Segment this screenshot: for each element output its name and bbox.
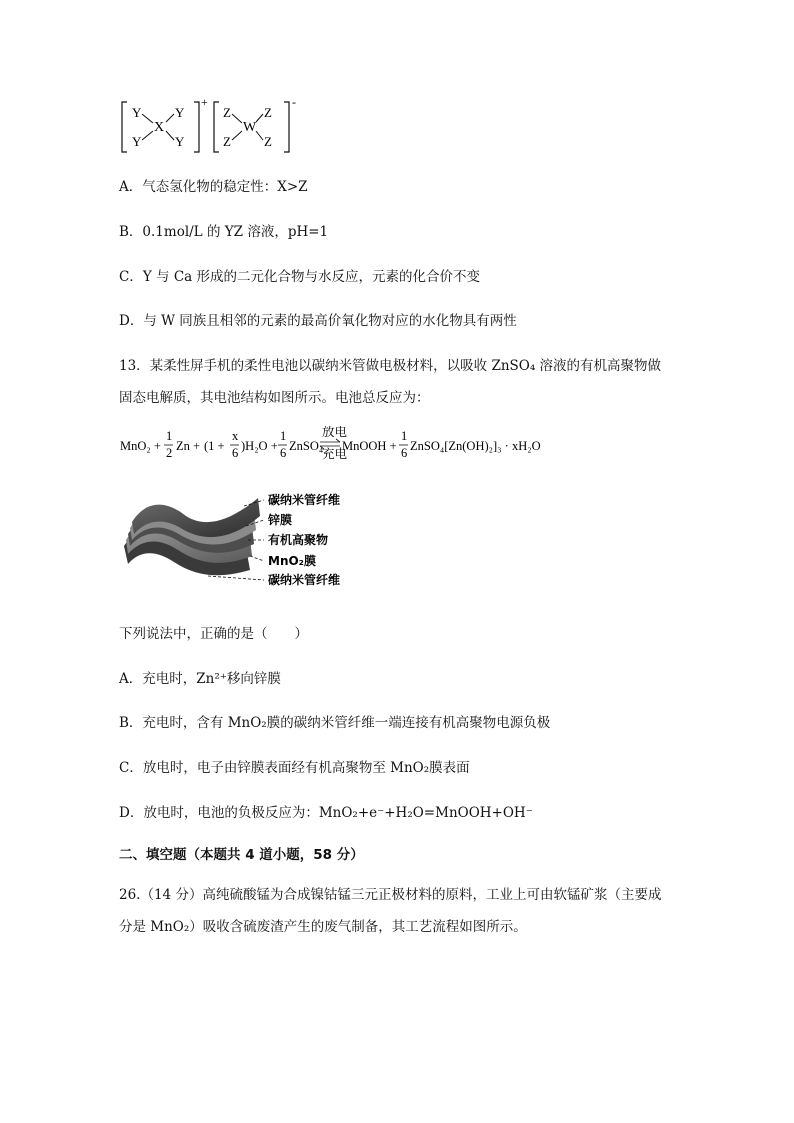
bond — [166, 114, 174, 122]
q13-stem-line2: 固态电解质，其电池结构如图所示。电池总反应为： — [119, 390, 430, 406]
eq-fraction-den: 6 — [232, 446, 239, 460]
eq-fraction-den: 6 — [401, 446, 408, 460]
cation-ligand: Y — [132, 134, 142, 149]
q13-option-d: D．放电时，电池的负极反应为：MnO₂+e⁻+H₂O=MnOOH+OH⁻ — [119, 805, 533, 821]
q12-option-d: D．与 W 同族且相邻的元素的最高价氧化物对应的水化物具有两性 — [119, 313, 517, 329]
eq-term: ZnSO₄ — [289, 439, 324, 453]
flexible-battery-figure — [118, 484, 378, 594]
figure-label-polymer: 有机高聚物 — [268, 533, 329, 547]
eq-fraction-num: 1 — [166, 429, 173, 443]
eq-term: ZnSO₄[Zn(OH)₂]₃ · xH₂O — [410, 439, 541, 453]
bond — [142, 114, 153, 123]
bond — [232, 131, 242, 140]
anion-ligand: Z — [223, 105, 231, 120]
eq-fraction-num: x — [232, 429, 239, 443]
eq-fraction-num: 1 — [280, 429, 287, 443]
anion-center: W — [243, 120, 257, 135]
figure-label-zinc: 锌膜 — [268, 513, 293, 527]
anion-charge: - — [292, 96, 296, 109]
anion-right-bracket — [284, 102, 289, 152]
q12-option-c: C．Y 与 Ca 形成的二元化合物与水反应，元素的化合价不变 — [119, 269, 480, 285]
bond — [256, 131, 263, 140]
leader-line — [208, 576, 264, 580]
cation-center: X — [154, 120, 165, 135]
q13-option-a: A．充电时，Zn²⁺移向锌膜 — [119, 671, 281, 687]
forward-arrowhead — [336, 439, 340, 442]
bond — [142, 131, 153, 140]
q13-stem-line1: 13．某柔性屏手机的柔性电池以碳纳米管做电极材料，以吸收 ZnSO₄ 溶液的有机高聚物做 — [119, 358, 662, 374]
bond — [256, 114, 263, 122]
eq-term: )H₂O + — [241, 439, 278, 453]
eq-term: MnOOH + — [342, 439, 397, 453]
arrow-label-discharge: 放电 — [322, 426, 348, 439]
eq-term: Zn + — [176, 439, 201, 453]
bond — [166, 131, 174, 140]
bond — [232, 114, 242, 123]
q12-option-a: A．气态氢化物的稳定性：X>Z — [119, 179, 308, 195]
q13-option-b: B．充电时，含有 MnO₂膜的碳纳米管纤维一端连接有机高聚物电源负极 — [119, 715, 551, 731]
q13-question: 下列说法中，正确的是（ ） — [119, 626, 308, 642]
eq-term: MnO₂ + — [120, 439, 161, 453]
figure-label-cnt-bottom: 碳纳米管纤维 — [268, 573, 341, 587]
eq-fraction-num: 1 — [401, 429, 408, 443]
cation-right-bracket — [194, 102, 199, 152]
eq-term: (1 + — [204, 439, 225, 453]
leader-line — [250, 556, 264, 561]
ionic-structure-diagram — [118, 96, 308, 158]
cation-charge: + — [201, 96, 208, 109]
q12-option-b: B．0.1mol/L 的 YZ 溶液，pH=1 — [119, 224, 329, 240]
anion-ligand: Z — [223, 134, 231, 149]
anion-ligand: Z — [264, 105, 272, 120]
cation-ligand: Y — [175, 134, 185, 149]
section-title: 二、填空题（本题共 4 道小题，58 分） — [119, 847, 364, 863]
cation-ligand: Y — [175, 105, 185, 120]
q13-option-c: C．放电时，电子由锌膜表面经有机高聚物至 MnO₂膜表面 — [119, 760, 470, 776]
anion-ligand: Z — [264, 134, 272, 149]
eq-fraction-den: 2 — [166, 446, 173, 460]
cation-left-bracket — [122, 102, 127, 152]
figure-label-mno2: MnO₂膜 — [268, 554, 316, 568]
anion-left-bracket — [214, 102, 219, 152]
q26-line2: 分是 MnO₂）吸收含硫废渣产生的废气制备，其工艺流程如图所示。 — [119, 919, 527, 935]
figure-label-cnt-top: 碳纳米管纤维 — [268, 493, 341, 507]
q26-line1: 26.（14 分）高纯硫酸锰为合成镍钴锰三元正极材料的原料，工业上可由软锰矿浆（主要成 — [119, 887, 662, 903]
eq-fraction-den: 6 — [280, 446, 287, 460]
battery-reaction-equation — [118, 426, 558, 466]
cation-ligand: Y — [132, 105, 142, 120]
arrow-label-charge: 充电 — [322, 447, 348, 461]
